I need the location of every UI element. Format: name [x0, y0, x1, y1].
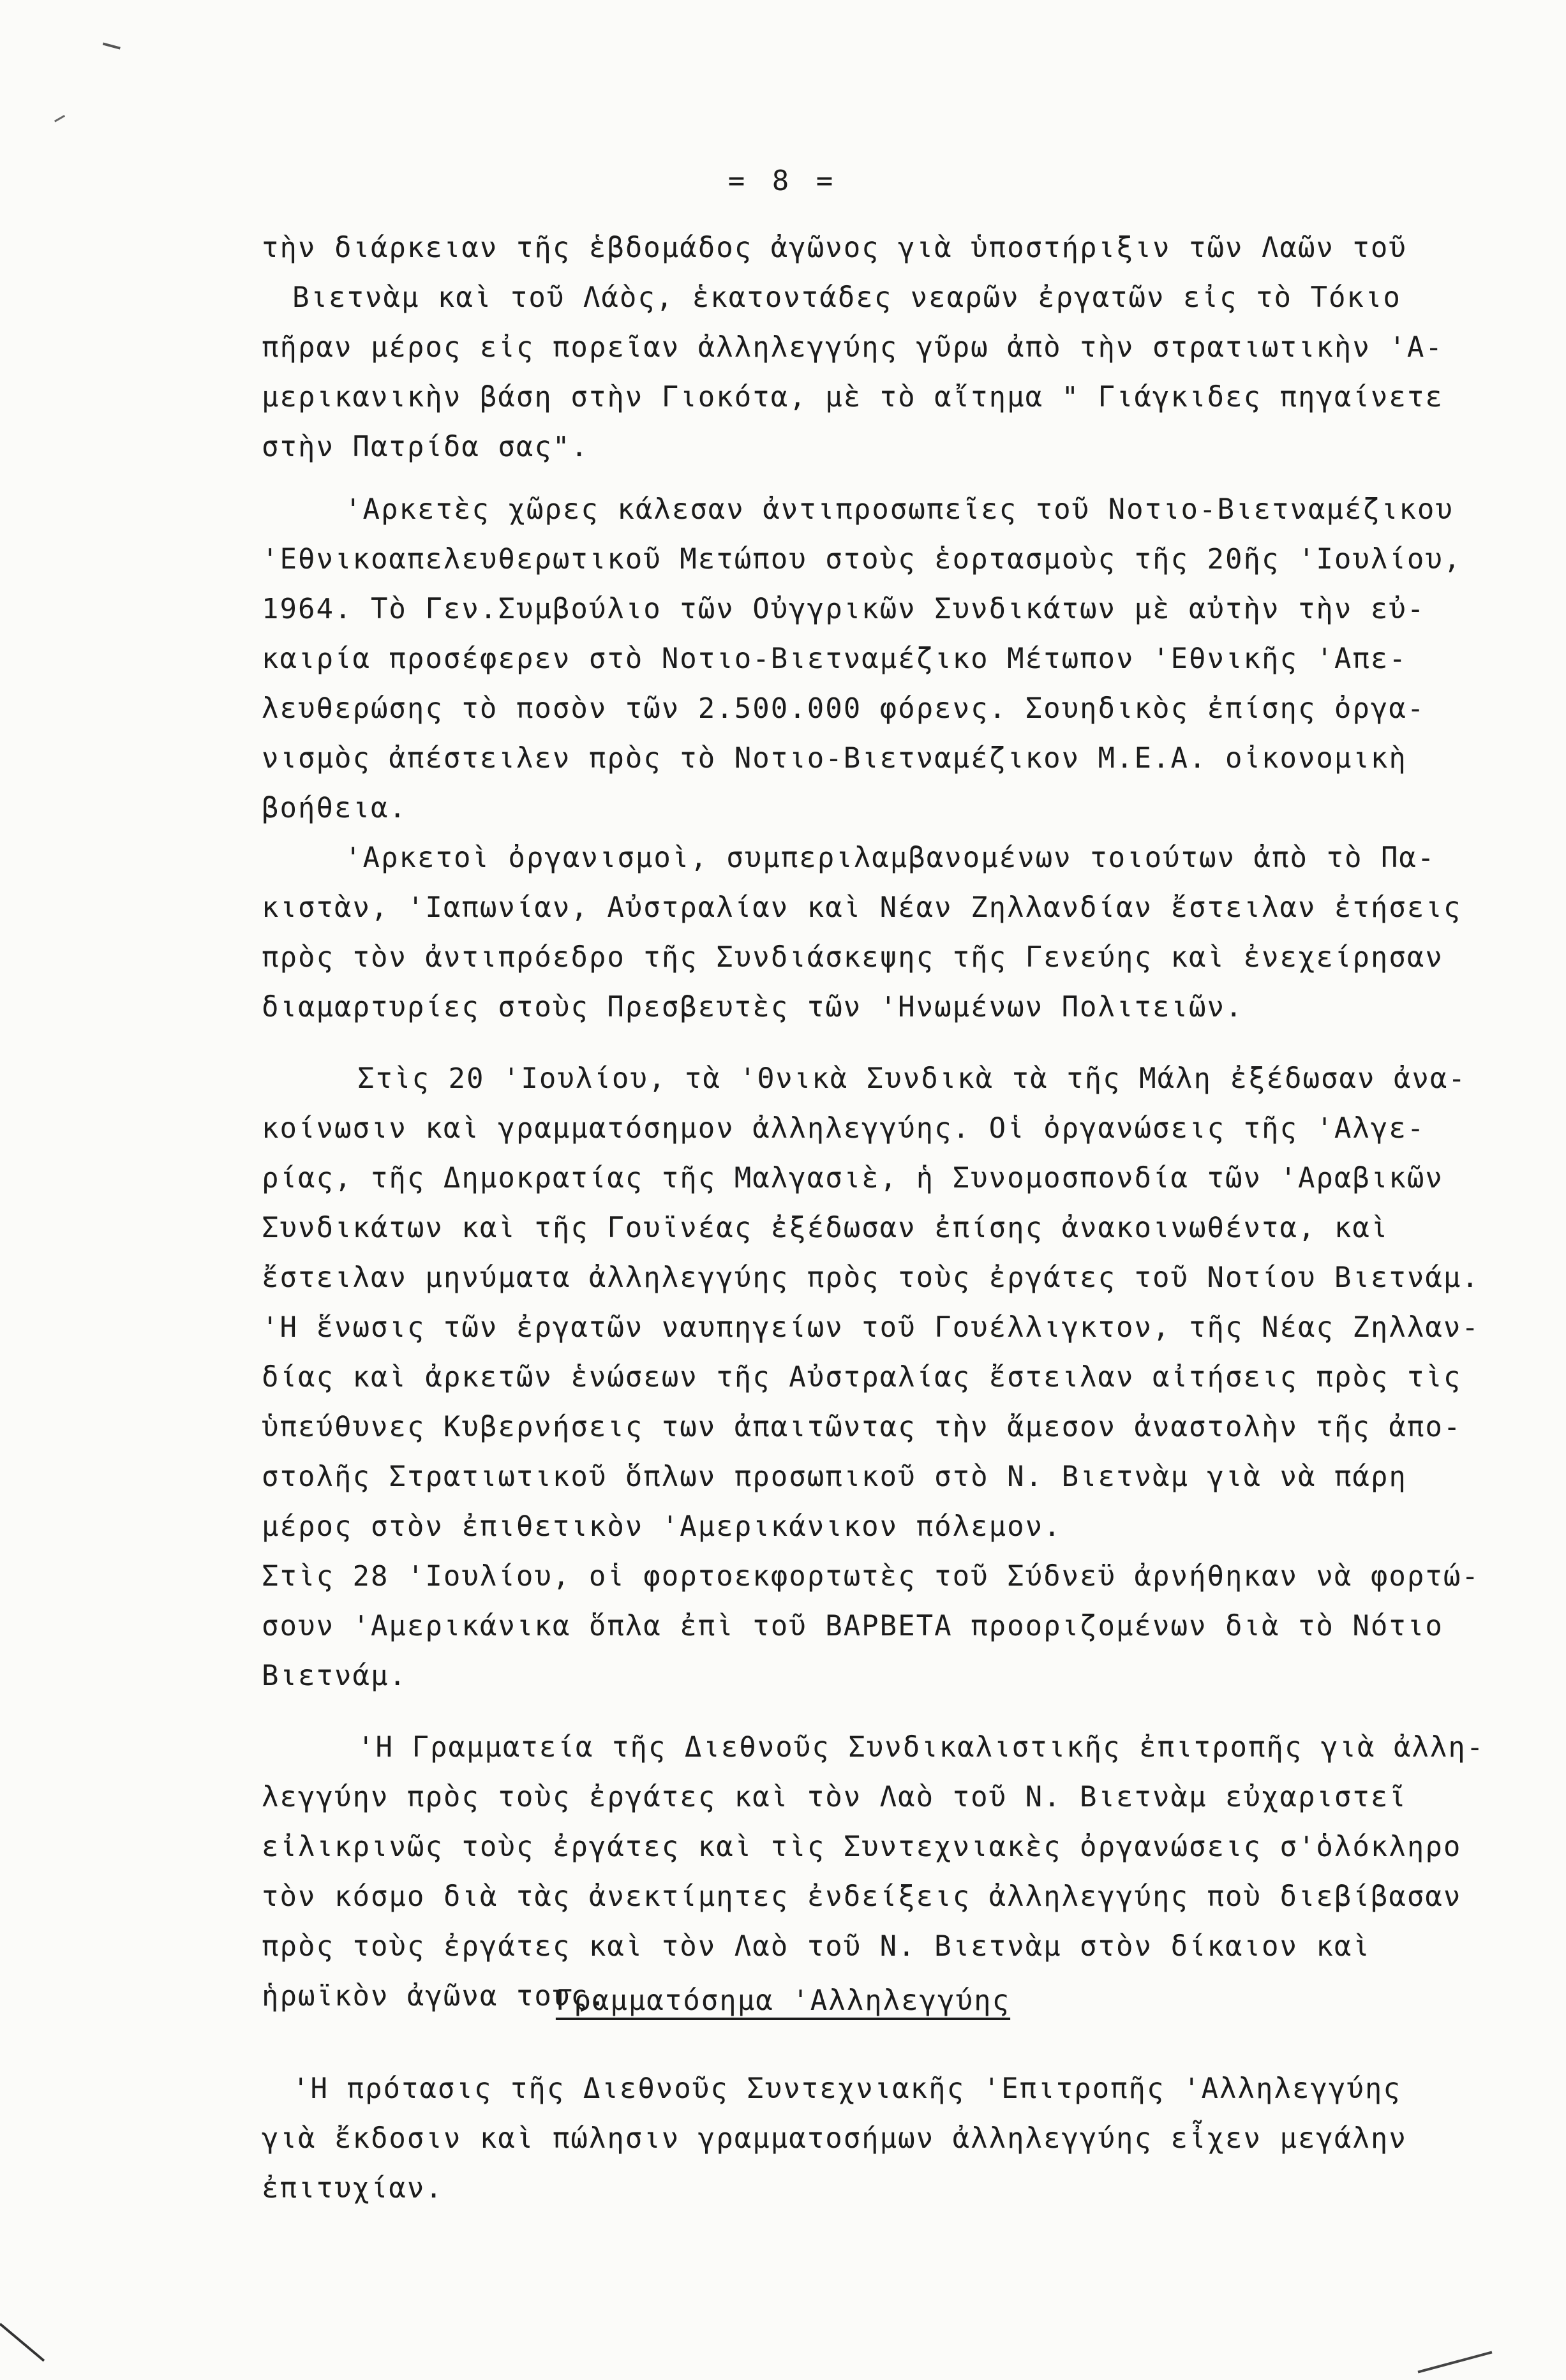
paragraph-5: [262, 1552, 1512, 1701]
text-line: ρίας, τῆς Δημοκρατίας τῆς Μαλγασιὲ, ἡ Συνομοσπονδία τῶν 'Αραβικῶν: [262, 1162, 1443, 1194]
text-line: νισμὸς ἀπέστειλεν πρὸς τὸ Νοτιο-Βιετναμέζικον Μ.Ε.Α. οἰκονομικὴ: [262, 742, 1407, 775]
paragraph-2: [262, 485, 1512, 833]
page-number: = 8 =: [727, 165, 839, 197]
scan-mark: [0, 2323, 45, 2361]
text-line: τὸν κόσμο διὰ τὰς ἀνεκτίμητες ἐνδείξεις ἀλληλεγγύης ποὺ διεβίβασαν: [262, 1880, 1462, 1913]
section-heading: Γραμματόσημα 'Αλληλεγγύης: [555, 1984, 1011, 2017]
text-line: ὑπεύθυνες Κυβερνήσεις των ἀπαιτῶντας τὴν ἄμεσον ἀναστολὴν τῆς ἀπο-: [262, 1411, 1462, 1443]
text-line: διαμαρτυρίες στοὺς Πρεσβευτὲς τῶν 'Ηνωμένων Πολιτειῶν.: [262, 991, 1244, 1023]
text-line: 'Αρκετὲς χῶρες κάλεσαν ἀντιπροσωπεῖες τοῦ Νοτιο-Βιετναμέζικου: [345, 493, 1454, 526]
text-line: Συνδικάτων καὶ τῆς Γουϊνέας ἐξέδωσαν ἐπίσης ἀνακοινωθέντα, καὶ: [262, 1212, 1389, 1244]
text-line: εἰλικρινῶς τοὺς ἐργάτες καὶ τὶς Συντεχνιακὲς ὀργανώσεις σ'ὁλόκληρο: [262, 1831, 1462, 1863]
text-line: λεγγύην πρὸς τοὺς ἐργάτες καὶ τὸν Λαὸ τοῦ Ν. Βιετνὰμ εὐχαριστεῖ: [262, 1781, 1407, 1813]
text-line: μέρος στὸν ἐπιθετικὸν 'Αμερικάνικον πόλεμον.: [262, 1510, 1062, 1543]
paragraph-4: [262, 1054, 1512, 1552]
text-line: Βιετνάμ.: [262, 1660, 407, 1692]
text-line: κιστὰν, 'Ιαπωνίαν, Αὐστραλίαν καὶ Νέαν Ζηλλανδίαν ἔστειλαν ἐτήσεις: [262, 891, 1462, 924]
text-line: τὴν διάρκειαν τῆς ἑβδομάδος ἀγῶνος γιὰ ὑποστήριξιν τῶν Λαῶν τοῦ: [262, 232, 1407, 264]
text-line: Στὶς 20 'Ιουλίου, τὰ 'Θνικὰ Συνδικὰ τὰ τῆς Μάλη ἐξέδωσαν ἀνα-: [357, 1062, 1466, 1095]
paragraph-3: [262, 833, 1512, 1032]
text-line: 'Η Γραμματεία τῆς Διεθνοῦς Συνδικαλιστικῆς ἐπιτροπῆς γιὰ ἀλλη-: [357, 1731, 1485, 1764]
text-line: γιὰ ἔκδοσιν καὶ πώλησιν γραμματοσήμων ἀλληλεγγύης εἶχεν μεγάλην: [262, 2122, 1407, 2155]
text-line: μερικανικὴν βάση στὴν Γιοκότα, μὲ τὸ αἴτημα " Γιάγκιδες πηγαίνετε: [262, 381, 1443, 413]
text-line: καιρία προσέφερεν στὸ Νοτιο-Βιετναμέζικο Μέτωπον 'Εθνικῆς 'Απε-: [262, 643, 1407, 675]
text-line: Στὶς 28 'Ιουλίου, οἱ φορτοεκφορτωτὲς τοῦ Σύδνεϋ ἀρνήθηκαν νὰ φορτώ-: [262, 1560, 1480, 1593]
text-line: βοήθεια.: [262, 792, 407, 824]
text-line: στὴν Πατρίδα σας".: [262, 431, 589, 463]
text-line: κοίνωσιν καὶ γραμματόσημον ἀλληλεγγύης. Οἱ ὀργανώσεις τῆς 'Αλγε-: [262, 1112, 1426, 1145]
text-line: ἔστειλαν μηνύματα ἀλληλεγγύης πρὸς τοὺς ἐργάτες τοῦ Νοτίου Βιετνάμ.: [262, 1261, 1480, 1294]
paragraph-1: [262, 223, 1512, 472]
text-line: πρὸς τὸν ἀντιπρόεδρο τῆς Συνδιάσκεψης τῆς Γενεύης καὶ ἐνεχείρησαν: [262, 941, 1443, 974]
text-line: λευθερώσης τὸ ποσὸν τῶν 2.500.000 φόρενς. Σουηδικὸς ἐπίσης ὀργα-: [262, 692, 1426, 725]
text-line: ἐπιτυχίαν.: [262, 2172, 444, 2205]
closing-paragraph: [262, 2064, 1512, 2213]
text-line: 'Η ἕνωσις τῶν ἐργατῶν ναυπηγείων τοῦ Γουέλλιγκτον, τῆς Νέας Ζηλλαν-: [262, 1311, 1480, 1344]
text-line: 'Αρκετοὶ ὀργανισμοὶ, συμπεριλαμβανομένων τοιούτων ἀπὸ τὸ Πα-: [345, 842, 1436, 874]
text-line: 'Εθνικοαπελευθερωτικοῦ Μετώπου στοὺς ἑορτασμοὺς τῆς 20ῆς 'Ιουλίου,: [262, 543, 1462, 576]
text-line: 'Η πρότασις τῆς Διεθνοῦς Συντεχνιακῆς 'Επιτροπῆς 'Αλληλεγγύης: [292, 2072, 1401, 2105]
text-line: δίας καὶ ἀρκετῶν ἑνώσεων τῆς Αὐστραλίας ἔστειλαν αἰτήσεις πρὸς τὶς: [262, 1361, 1462, 1394]
scan-mark: [101, 43, 121, 54]
text-line: πῆραν μέρος εἰς πορεῖαν ἀλληλεγγύης γῦρω ἀπὸ τὴν στρατιωτικὴν 'Α-: [262, 331, 1443, 364]
text-line: 1964. Τὸ Γεν.Συμβούλιο τῶν Οὐγγρικῶν Συνδικάτων μὲ αὐτὴν τὴν εὐ-: [262, 593, 1426, 625]
text-line: πρὸς τοὺς ἐργάτες καὶ τὸν Λαὸ τοῦ Ν. Βιετνὰμ στὸν δίκαιον καὶ: [262, 1930, 1371, 1963]
scan-mark: [1418, 2351, 1493, 2374]
text-line: στολῆς Στρατιωτικοῦ ὅπλων προσωπικοῦ στὸ Ν. Βιετνὰμ γιὰ νὰ πάρη: [262, 1461, 1407, 1493]
scan-mark: [51, 109, 65, 122]
document-body: [262, 223, 1512, 2021]
paragraph-6: [262, 1723, 1512, 2021]
text-line: Βιετνὰμ καὶ τοῦ Λάὸς, ἑκατοντάδες νεαρῶν ἐργατῶν εἰς τὸ Τόκιο: [292, 281, 1401, 314]
text-line: σουν 'Αμερικάνικα ὅπλα ἐπὶ τοῦ ΒΑΡΒΕΤΑ προοριζομένων διὰ τὸ Νότιο: [262, 1610, 1443, 1642]
text-line: ἡρωϊκὸν ἀγῶνα τους.: [262, 1980, 608, 2012]
